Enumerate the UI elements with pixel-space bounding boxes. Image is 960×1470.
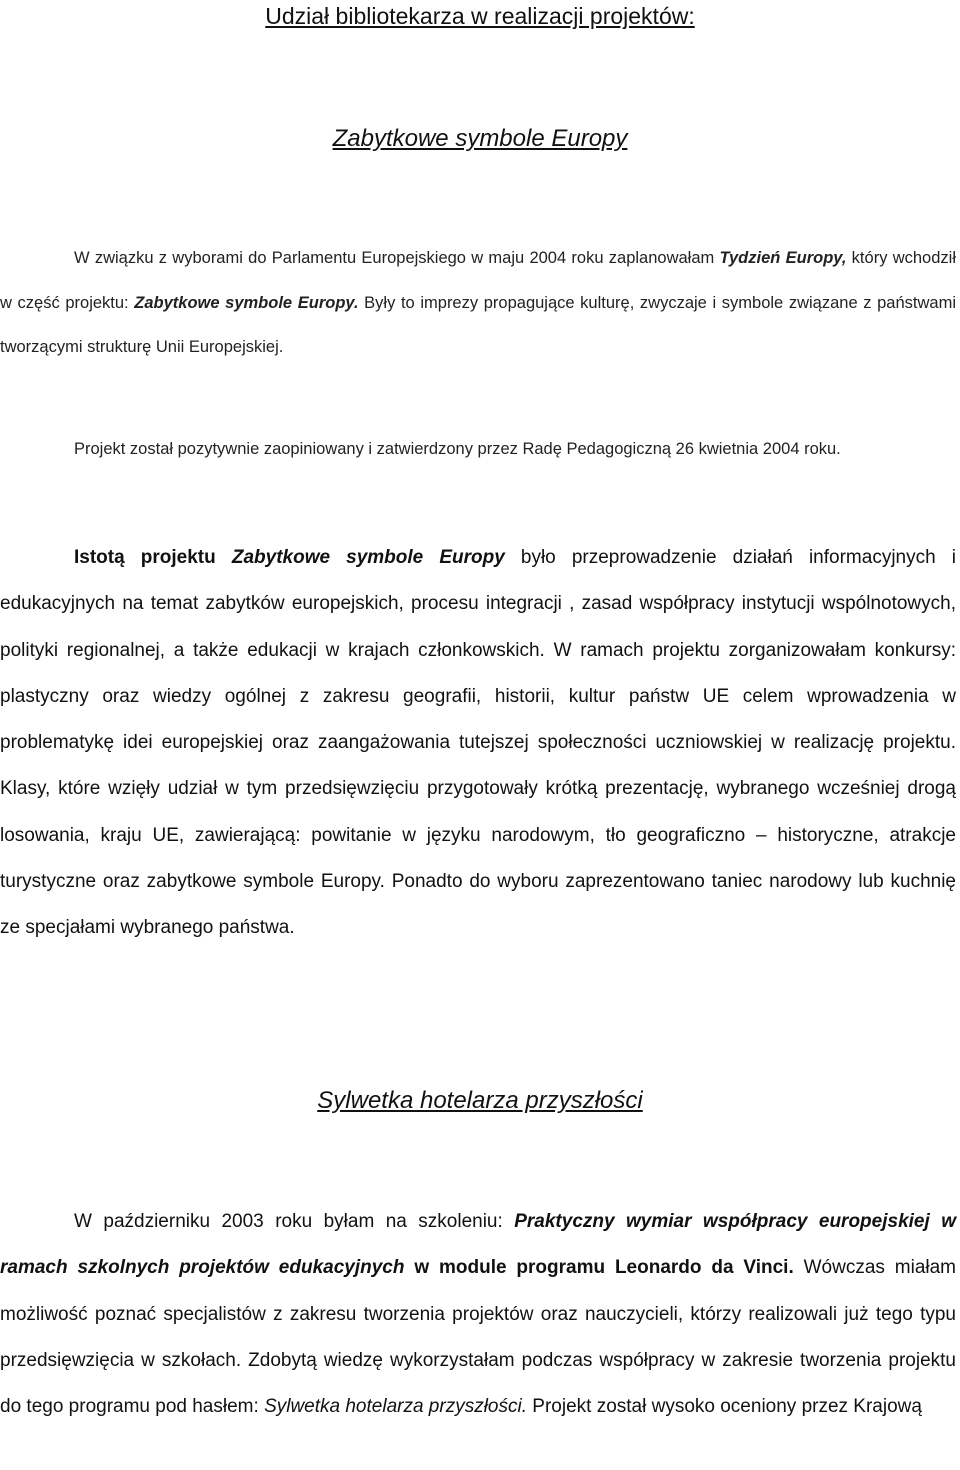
- paragraph-tydzien-europy: [0, 236, 956, 370]
- section-heading-zabytkowe-symbole: Zabytkowe symbole Europy: [332, 125, 628, 152]
- section-heading-sylwetka-hotelarza: Sylwetka hotelarza przyszłości: [317, 1087, 643, 1114]
- emphasis-text: Sylwetka hotelarza przyszłości.: [264, 1396, 527, 1418]
- emphasis-text: Tydzień Europy,: [719, 249, 847, 267]
- paragraph-text: Projekt został wysoko oceniony przez Krajową: [527, 1396, 922, 1418]
- paragraph-leonardo: [0, 1199, 956, 1430]
- paragraph-text: W październiku 2003 roku byłam na szkoleniu:: [74, 1211, 515, 1232]
- paragraph-istota-projektu: [0, 535, 956, 952]
- emphasis-text: Zabytkowe symbole Europy: [231, 547, 505, 568]
- paragraph-zatwierdzenie: Projekt został pozytywnie zaopiniowany i zatwierdzony przez Radę Pedagogiczną 26 kwietnia 2004 roku.: [74, 440, 841, 458]
- paragraph-text: który wchodził w część projektu:: [0, 249, 956, 312]
- paragraph-text: było przeprowadzenie działań informacyjnych i edukacyjnych na temat zabytków europejskich, procesu integracji , zasad współpracy instytucji wspólnotowych, polityki regionalnej, a także edukacji w krajach członkowskich. W ramach projektu zorganizowałam konkursy: plastyczny oraz wiedzy ogólnej z zakresu geografii, historii, kultur państw UE celem wprowadzenia w problematykę idei europejskiej oraz zaangażowania tutejszej społeczności uczniowskiej w realizację projektu. Klasy, które wzięły udział w tym przedsięwzięciu przygotowały krótką prezentację, wybranego wcześniej drogą losowania, kraju UE, zawierającą: powitanie w języku narodowym, tło geograficzno – historyczne, atrakcje turystyczne oraz zabytkowe symbole Europy. Ponadto do wyboru zaprezentowano taniec narodowy lub kuchnię ze specjałami wybranego państwa.: [0, 547, 956, 939]
- paragraph-text: [216, 547, 232, 568]
- emphasis-text: Praktyczny wymiar współpracy europejskiej w ramach szkolnych projektów edukacyjnych: [0, 1211, 956, 1279]
- paragraph-text: W związku z wyborami do Parlamentu Europejskiego w maju 2004 roku zaplanowałam: [74, 249, 720, 267]
- document-title: Udział bibliotekarza w realizacji projektów:: [265, 3, 695, 29]
- emphasis-text: Istotą projektu: [74, 547, 216, 568]
- paragraph-text: Były to imprezy propagujące kulturę, zwyczaje i symbole związane z państwami tworzącymi strukturę Unii Europejskiej.: [0, 293, 956, 356]
- emphasis-text: Zabytkowe symbole Europy.: [134, 293, 359, 312]
- emphasis-text: w module programu Leonardo da Vinci.: [404, 1257, 794, 1279]
- paragraph-text: Wówczas miałam możliwość poznać specjalistów z zakresu tworzenia projektów oraz nauczycieli, którzy realizowali już tego typu przedsięwzięcia w szkołach. Zdobytą wiedzę wykorzystałam podczas współpracy w zakresie tworzenia projektu do tego programu pod hasłem:: [0, 1257, 956, 1418]
